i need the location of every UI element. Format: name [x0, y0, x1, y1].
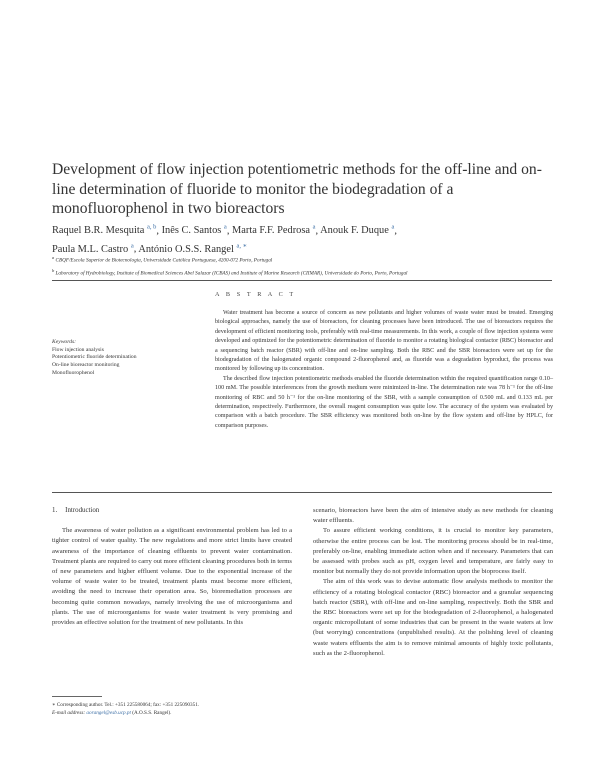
affiliation: $^b$ Laboratory of Hydrobiology, Institute of Biomedical Sciences Abel Salazar (ICBAS) and Institute of Marine Research (CIIMAR), Universidade do Porto, Porto, Portugal	[52, 267, 408, 277]
keyword: On-line bioreactor monitoring	[52, 362, 120, 369]
abstract	[215, 309, 553, 431]
affiliations	[52, 253, 572, 278]
abstract-divider	[52, 492, 552, 493]
author-list: Raquel B.R. Mesquita $^{a, b}$, Inês C. Santos $^a$, Marta F.F. Pedrosa $^a$, Anouk F. Duque $^a$, Paula M.L. Castro $^a$, António O.S.S. Rangel $^{a, ∗}$	[52, 224, 397, 255]
header-divider	[52, 280, 552, 281]
body-paragraph: The awareness of water pollution as a significant environmental problem has led to a tighter control of water quality. The new regulations and more strict limits have created awareness of the importance of cleaning effluents to prevent water contamination. Treatment plants are required to carry out more efficient cleaning procedures both in terms of new parameters and higher effluent volume. Due to the exponential increase of the volume of waste water to be treated, treatment plants must become more efficient, avoiding the need to increase their operation area. So, bioremediation processes are becoming quite common nowadays, namely involving the use of microorganisms and plants. The use of microorganisms for waste water treatment is very promising and provides an effective solution for the treatment of new pollutants. In this	[52, 527, 292, 627]
author[interactable]: Raquel B.R. Mesquita $^{a, b}$	[52, 224, 157, 237]
keyword: Monofluorophenol	[52, 369, 95, 376]
author[interactable]: Inês C. Santos $^a$	[161, 224, 227, 237]
author[interactable]: Marta F.F. Pedrosa $^a$	[232, 224, 316, 237]
affiliation: $^a$ CBQF/Escola Superior de Biotecnologia, Universidade Católica Portuguesa, 4200-072 Porto, Portugal	[52, 255, 273, 264]
body-column-right	[313, 506, 553, 659]
footnote	[52, 701, 292, 717]
keyword: Potentiometric fluoride determination	[52, 354, 137, 361]
abstract-heading: A B S T R A C T	[215, 291, 296, 298]
author[interactable]: Paula M.L. Castro $^a$	[52, 242, 134, 255]
section-heading: 1. Introduction	[52, 507, 100, 514]
body-paragraph: To assure efficient working conditions, it is crucial to monitor key parameters, otherwise the entire process can be lost. The monitoring process should be in real-time, preferably on-line, enabling immediate action when and if necessary. Parameters that can be assessed with probes such as pH, oxygen level and temperature, are fairly easy to monitor but normally they do not provide information upon the bioprocess itself.	[313, 527, 553, 576]
keyword: Flow injection analysis	[52, 346, 104, 353]
author[interactable]: António O.S.S. Rangel $^{a, ∗}$	[138, 242, 248, 255]
abstract-paragraph: Water treatment has become a source of concern as new pollutants and higher volumes of waste water must be treated. Emerging biological approaches, namely the use of bioreactors, for cleaning processes have been introduced. The use of bioreactors requires the development of efficient monitoring tools, preferably with real-time measurements. In this work, a couple of flow injection systems were developed and optimized for the potentiometric determination of fluoride to monitor a rotating biological contactor (RBC) bioreactor and a sequencing batch reactor (SBR) with off-line and on-line sampling. Both the RBC and the SBR bioreactors were set up for the biodegradation of the halogenated organic compound 2-fluorophenol and, as fluoride was a degradation byproduct, the process was monitored by following up its concentration.	[215, 310, 553, 373]
abstract-paragraph: The described flow injection potentiometric methods enabled the fluoride determination within the required quantification range 0.10–100 mM. The possible interferences from the growth medium were minimized in-line. The determination rate was 78 h⁻¹ for the off-line monitoring of RBC and 50 h⁻¹ for the on-line monitoring of the SBR, with a sample consumption of 0.500 mL and 0.133 mL per determination, respectively. Furthermore, the overall reagent consumption was quite low. The accuracy of the system was evaluated by comparison with a batch procedure. The SBR efficiency was monitored both on-line by the flow system and off-line by HPLC, for comparison purposes.	[215, 375, 553, 429]
email-link[interactable]: aorangel@esb.ucp.pt	[86, 710, 131, 716]
email-line: E-mail address: aorangel@esb.ucp.pt (A.O.S.S. Rangel).	[52, 710, 172, 716]
article-title: Development of flow injection potentiometric methods for the off-line and on-line determination of fluoride to monitor the biodegradation of a monofluorophenol in two bioreactors	[52, 161, 542, 217]
keywords	[52, 339, 202, 378]
body-column-left	[52, 506, 292, 628]
keywords-heading: Keywords:	[52, 339, 77, 345]
corresponding-author-note: ∗ Corresponding author. Tel.: +351 225580064; fax: +351 225090351.	[52, 702, 200, 708]
footnote-rule	[52, 696, 102, 697]
body-paragraph: The aim of this work was to devise automatic flow analysis methods to monitor the efficiency of a rotating biological contactor (RBC) bioreactor and a granular sequencing batch reactor (SBR), with off-line and on-line sampling, respectively. Both the SBR and the RBC bioreactors were set up for the biodegradation of 2-fluorophenol, a halogenated organic micropollutant of some industries that can be present in the waste waters at low (but worrying) concentrations (unpublished results). At the polishing level of cleaning waste waters effluents the aim is to remove minimal amounts of highly toxic pollutants, such as the 2-fluorophenol.	[313, 578, 553, 657]
author[interactable]: Anouk F. Duque $^a$	[320, 224, 395, 237]
body-paragraph: scenario, bioreactors have been the aim of intensive study as new methods for cleaning water effluents.	[313, 507, 553, 525]
